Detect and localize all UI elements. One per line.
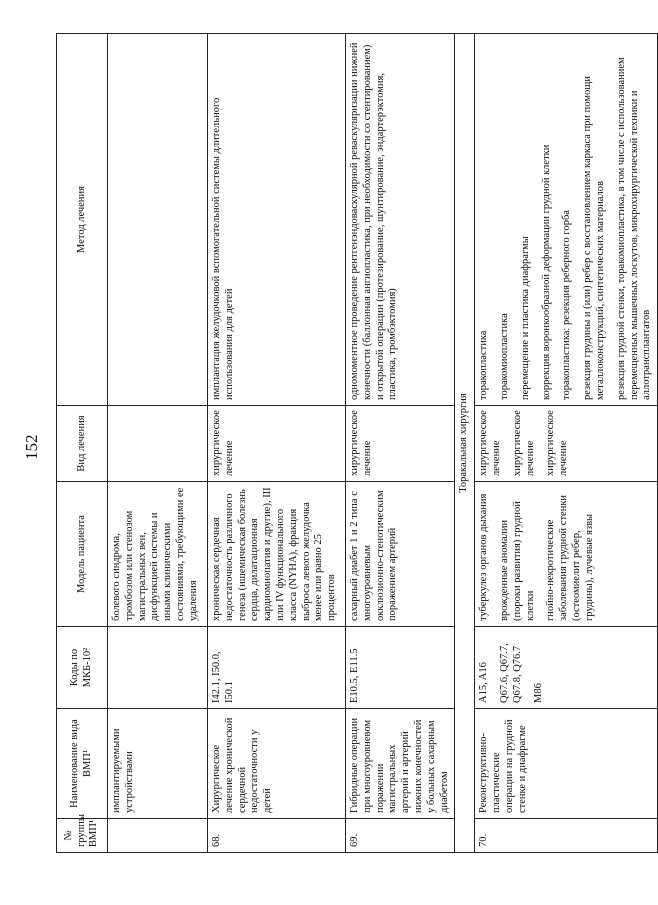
cell-method: торакопластика торакомиопластика перемещение и пластика диафрагмы коррекция воронкообразной деформации грудной клетки торакопластика: резекция реберного горба резекция грудины и (или) ребер с восстановлением каркаса при помощи металлоконструкций, синтетических материалов резекция грудной стенки, торакомиопластика, в том числе с использованием перемещенных мышечных лоскутов, микрохирургической техники и аллотрансплантатов — [475, 34, 658, 406]
cell-name: Хирургическое лечение хронической сердечной недостаточности у детей — [208, 709, 346, 819]
cell-type: хирургическое лечение — [208, 406, 346, 482]
cell-codes: A15, A16 Q67.6, Q67.7, Q67.8, Q76.7 M86 — [475, 627, 658, 709]
section-title: Торакальная хирургия — [455, 34, 475, 853]
table-row — [346, 34, 455, 853]
header-model: Модель пациента — [57, 482, 108, 627]
cell-model: хроническая сердечная недостаточность различного генеза (ишемическая болезнь сердца, дилатационная кардиомиопатия и другие), III или IV функционального класса (NYHA), фракция выброса левого желудочка менее или равно 25 процентов — [208, 482, 346, 627]
table-row — [208, 34, 346, 853]
cell-model: туберкулез органов дыхания врожденные аномалии (пороки развития) грудной клетки гнойно-некротические заболевания грудной стенки (остеомиелит ребер, грудины), лучевые язвы — [475, 482, 658, 627]
cell-name: Гибридные операции при многоуровневом поражении магистральных артерий и артерий нижних конечностей у больных сахарным диабетом — [346, 709, 455, 819]
cell-type: хирургическое лечение — [346, 406, 455, 482]
cell-method: одномоментное проведение рентгенэндоваскулярной реваскуляризации нижней конечности (баллонная ангиопластика, при необходимости со стентированием) и открытой операции (протезирование, шунтирование, эндартерэктомия, пластика, тромбэктомия) — [346, 34, 455, 406]
cell-codes: E10.5, E11.5 — [346, 627, 455, 709]
cell-method — [108, 34, 208, 406]
header-name: Наименование вида ВМП¹ — [57, 709, 108, 819]
header-codes: Коды по МКБ-10² — [57, 627, 108, 709]
cell-type — [108, 406, 208, 482]
cell-group: 70. — [475, 819, 658, 853]
table-header-row — [57, 34, 108, 853]
cell-group: 69. — [346, 819, 455, 853]
header-group: № группы ВМП¹ — [57, 819, 108, 853]
cell-codes — [108, 627, 208, 709]
cell-model: болевого синдрома, тромбозом или стенозом магистральных вен, дисфункцией системы и иными клиническими состояниями, требующими ее удаления — [108, 482, 208, 627]
cell-group — [108, 819, 208, 853]
vmp-table — [56, 33, 658, 853]
cell-method: имплантация желудочковой вспомогательной системы длительного использования для детей — [208, 34, 346, 406]
header-type: Вид лечения — [57, 406, 108, 482]
cell-name: Реконструктивно-пластические операции на грудной стенке и диафрагме — [475, 709, 658, 819]
header-method: Метод лечения — [57, 34, 108, 406]
cell-codes: I42.1, I50.0, I50.1 — [208, 627, 346, 709]
cell-model: сахарный диабет 1 и 2 типа с многоуровневым окклюзионно-стенотическим поражением артерий — [346, 482, 455, 627]
cell-name: имплантируемыми устройствами — [108, 709, 208, 819]
page-number: 152 — [22, 434, 41, 460]
section-row — [455, 34, 475, 853]
cell-type: хирургическое лечение хирургическое лечение хирургическое лечение — [475, 406, 658, 482]
cell-group: 68. — [208, 819, 346, 853]
table-row — [108, 34, 208, 853]
table-row — [475, 34, 658, 853]
